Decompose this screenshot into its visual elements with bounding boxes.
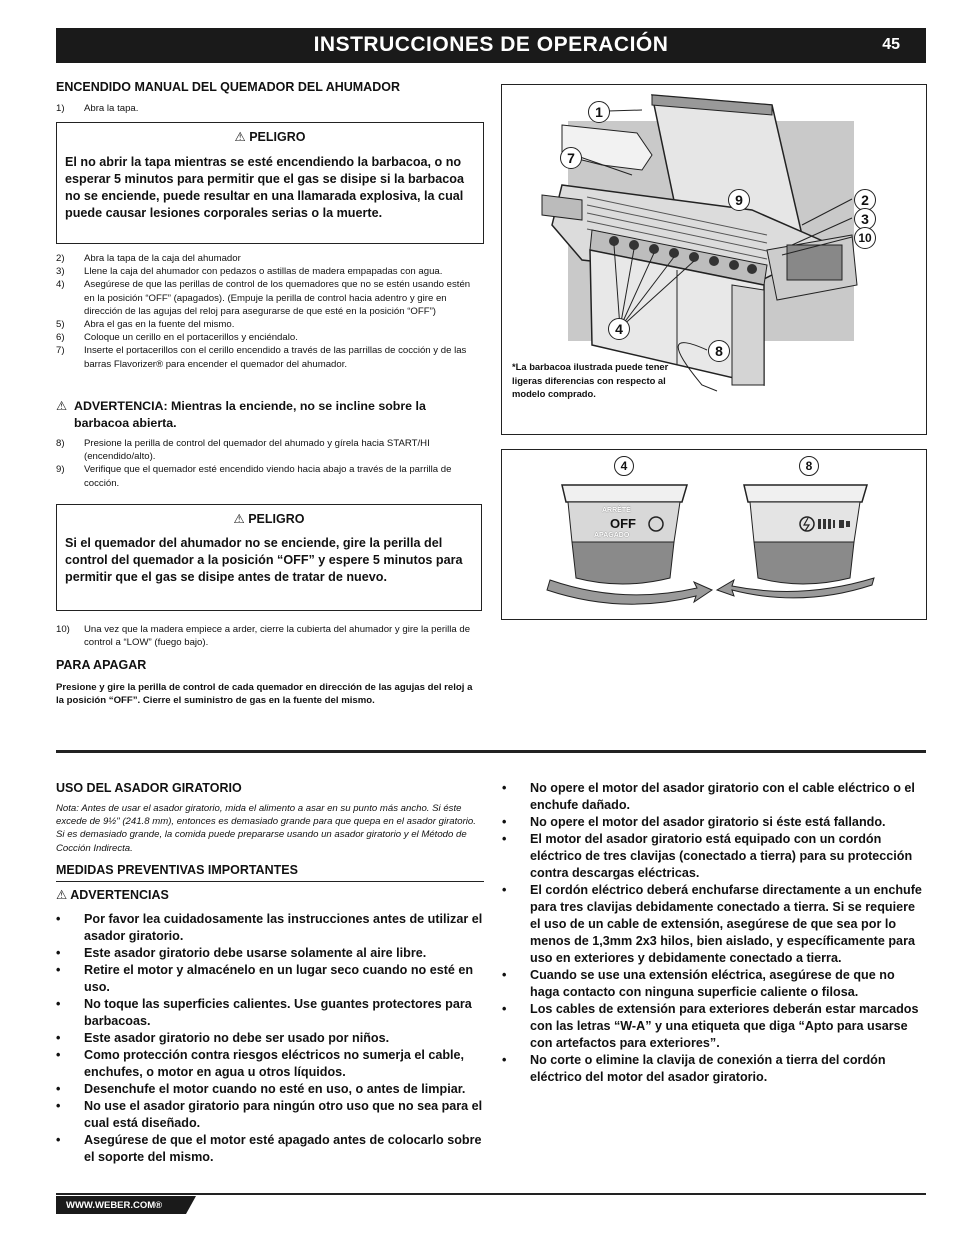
bullet-icon: • [502, 1002, 507, 1016]
step-item: 5) Abra el gas en la fuente del mismo. [56, 319, 235, 331]
step-10: 10) Una vez que la madera empiece a arder, cierre la cubierta del ahumador y gire la perilla de control a “LOW” (fuego bajo). [56, 624, 471, 649]
warning-bullet-item: • Este asador giratorio no debe ser usado por niños. [56, 1031, 390, 1045]
knob-label-top: ARRÊTÉ [602, 507, 631, 514]
warning-bullet-item: • Desenchufe el motor cuando no esté en uso, o antes de limpiar. [56, 1082, 466, 1096]
danger-box-2 [56, 504, 482, 611]
bullet-icon: • [502, 883, 507, 897]
danger-heading: ⚠ PELIGRO [233, 512, 305, 526]
warning-line: ⚠ ADVERTENCIA: Mientras la enciende, no se incline sobre la barbacoa abierta. [56, 399, 426, 430]
grill-figure [501, 84, 927, 435]
bullet-icon: • [502, 781, 507, 795]
warning-bullet-item: • No opere el motor del asador giratorio si éste está fallando. [502, 815, 886, 829]
page-header [56, 28, 926, 63]
bullet-icon: • [56, 946, 61, 960]
step-item: 8) Presione la perilla de control del quemador del ahumado y gírela hacia START/HI (encendido/alto). [56, 438, 430, 463]
warning-bullet-item: • El motor del asador giratorio está equipado con un cordón eléctrico de tres clavijas (conectado a tierra) para su protección contra descargas eléctricas. [502, 832, 913, 880]
rotisserie-title: USO DEL ASADOR GIRATORIO [56, 781, 242, 795]
knob-figure [501, 449, 927, 620]
bullet-icon: • [56, 912, 61, 926]
callout-7: 7 [560, 147, 582, 169]
step-item: 4) Asegúrese de que las perillas de control de los quemadores que no se estén usando estén en la posición “OFF” (apagados). (Empuje la perilla de control hacia adentro y gire en dirección de las agujas del reloj para asegurarse de que esté en la posición “OFF”) [56, 279, 471, 317]
callout-3: 3 [854, 208, 876, 230]
knob-label-bottom: APAGADO [594, 532, 630, 539]
callout-1: 1 [588, 101, 610, 123]
bullet-icon: • [502, 832, 507, 846]
off-section-title: PARA APAGAR [56, 658, 147, 672]
measures-underline [56, 881, 484, 882]
danger-box-1 [56, 122, 484, 244]
warning-bullet-item: • Por favor lea cuidadosamente las instrucciones antes de utilizar el asador giratorio. [56, 912, 483, 943]
callout-2: 2 [854, 189, 876, 211]
callout-8: 8 [708, 340, 730, 362]
warning-bullet-item: • Este asador giratorio debe usarse solamente al aire libre. [56, 946, 427, 960]
bullet-icon: • [56, 963, 61, 977]
knob-right-base [754, 542, 854, 584]
warning-triangle-icon: ⚠ [233, 512, 245, 526]
knob-callout-8: 8 [799, 456, 819, 476]
danger-heading: ⚠ PELIGRO [234, 130, 306, 144]
bullet-icon: • [56, 997, 61, 1011]
rotisserie-note: Nota: Antes de usar el asador giratorio, mida el alimento a asar en su punto más ancho. Si éste excede de 9½" (241.8 mm), entonces es demasiado grande para que quepa en el asador giratorio. Si es demasiado grande, la comida puede prepararse usando un asador giratorio y el Método de Cocción Indirecta. [56, 803, 476, 854]
step-item: 6) Coloque un cerillo en el portacerillos y enciéndalo. [56, 332, 298, 344]
knob-right-top [744, 485, 867, 502]
off-text: Presione y gire la perilla de control de cada quemador en dirección de las agujas del reloj a la posición “OFF”. Cierre el suministro de gas en la fuente del mismo. [56, 682, 473, 707]
step-1: 1) Abra la tapa. [56, 103, 139, 114]
knob-illustrations [502, 450, 926, 619]
warnings-title: ⚠ ADVERTENCIAS [56, 888, 169, 902]
page-title: INSTRUCCIONES DE OPERACIÓN [313, 33, 669, 56]
left-side-table [542, 195, 582, 220]
warning-bullet-item: • No corte o elimine la clavija de conexión a tierra del cordón eléctrico del motor del asador giratorio. [502, 1053, 886, 1084]
step-item: 7) Inserte el portacerillos con el cerillo encendido a través de las parrillas de cocción y de las barras Flavorizer® para encender el quemador del ahumador. [56, 345, 467, 370]
bullet-icon: • [502, 815, 507, 829]
bullet-icon: • [56, 1133, 61, 1147]
knob-left-base [572, 542, 674, 584]
footer-rule [56, 1193, 926, 1195]
page-number: 45 [882, 36, 900, 53]
knob-left-top [562, 485, 687, 502]
cabinet-door [732, 285, 764, 385]
warning-bullet-item: • No opere el motor del asador giratorio con el cable eléctrico o el enchufe dañado. [502, 781, 915, 812]
danger-text: El no abrir la tapa mientras se esté encendiendo la barbacoa, o no esperar 5 minutos para permitir que el gas se disipe si la barbacoa no se enciende, puede resultar en una llamarada explosiva, la cual puede causar lesiones corporales serias o la muerte. [65, 155, 464, 220]
warning-triangle-icon: ⚠ [56, 399, 68, 413]
warning-bullet-item: • Retire el motor y almacénelo en un lugar seco cuando no esté en uso. [56, 963, 474, 994]
step-item: 3) Llene la caja del ahumador con pedazos o astillas de madera empapadas con agua. [56, 266, 443, 278]
steps-list-b [56, 437, 480, 490]
footer-url[interactable]: WWW.WEBER.COM® [66, 1200, 163, 1211]
smoker-section-title: ENCENDIDO MANUAL DEL QUEMADOR DEL AHUMADOR [56, 80, 400, 94]
warning-bullet-item: • Cuando se use una extensión eléctrica, asegúrese de que no haga contacto con ninguna superficie caliente o filosa. [502, 968, 895, 999]
danger-text: Si el quemador del ahumador no se enciende, gire la perilla del control del quemador a la posición “OFF” y espere 5 minutos para permitir que el gas se disipe antes de tratar de nuevo. [65, 536, 463, 584]
warnings-list-left [56, 911, 484, 1166]
step-item: 9) Verifique que el quemador esté encendido viendo hacia abajo a través de la parrilla de cocción. [56, 464, 452, 489]
warning-bullet-item: • Los cables de extensión para exteriores deberán estar marcados con las letras “W-A” y una etiqueta que diga “Apto para usarse con artefactos para exteriores”. [502, 1002, 919, 1050]
warning-bullet-item: • Como protección contra riesgos eléctricos no sumerja el cable, enchufes, o motor en agua u otros líquidos. [56, 1048, 465, 1079]
measures-title: MEDIDAS PREVENTIVAS IMPORTANTES [56, 863, 298, 877]
callout-9: 9 [728, 189, 750, 211]
bullet-icon: • [56, 1031, 61, 1045]
side-burner-lid [787, 245, 842, 280]
warning-bullet-item: • Asegúrese de que el motor esté apagado antes de colocarlo sobre el soporte del mismo. [56, 1133, 482, 1164]
bullet-icon: • [502, 968, 507, 982]
section-divider [56, 750, 926, 753]
knob-callout-4: 4 [614, 456, 634, 476]
figure-note: *La barbacoa ilustrada puede tener ligeras diferencias con respecto al modelo comprado. [512, 361, 669, 399]
footer-badge-tail [176, 1196, 196, 1214]
bullet-icon: • [502, 1053, 507, 1067]
bullet-icon: • [56, 1082, 61, 1096]
warning-bullet-item: • No use el asador giratorio para ningún otro uso que no sea para el cual está diseñado. [56, 1099, 483, 1130]
warning-bullet-item: • No toque las superficies calientes. Use guantes protectores para barbacoas. [56, 997, 472, 1028]
warning-triangle-icon: ⚠ [234, 130, 246, 144]
warnings-list-right [502, 780, 926, 1086]
bullet-icon: • [56, 1099, 61, 1113]
knob-label-off: OFF [610, 516, 636, 531]
footer-url-badge [56, 1196, 176, 1214]
callout-4: 4 [608, 318, 630, 340]
warning-bullet-item: • El cordón eléctrico deberá enchufarse directamente a un enchufe para tres clavijas debidamente conectado a tierra. Si se requiere el uso de un cable de extensión, asegúrese de que sea por lo menos de 1,3mm 2x3 hilos, bien aislado, y específicamente para uso en exteriores y debidamente conectado a tierra. [502, 883, 922, 965]
warning-triangle-icon: ⚠ [56, 888, 68, 902]
bullet-icon: • [56, 1048, 61, 1062]
steps-list-a [56, 252, 480, 371]
callout-10: 10 [854, 227, 876, 249]
step-item: 2) Abra la tapa de la caja del ahumador [56, 253, 241, 264]
